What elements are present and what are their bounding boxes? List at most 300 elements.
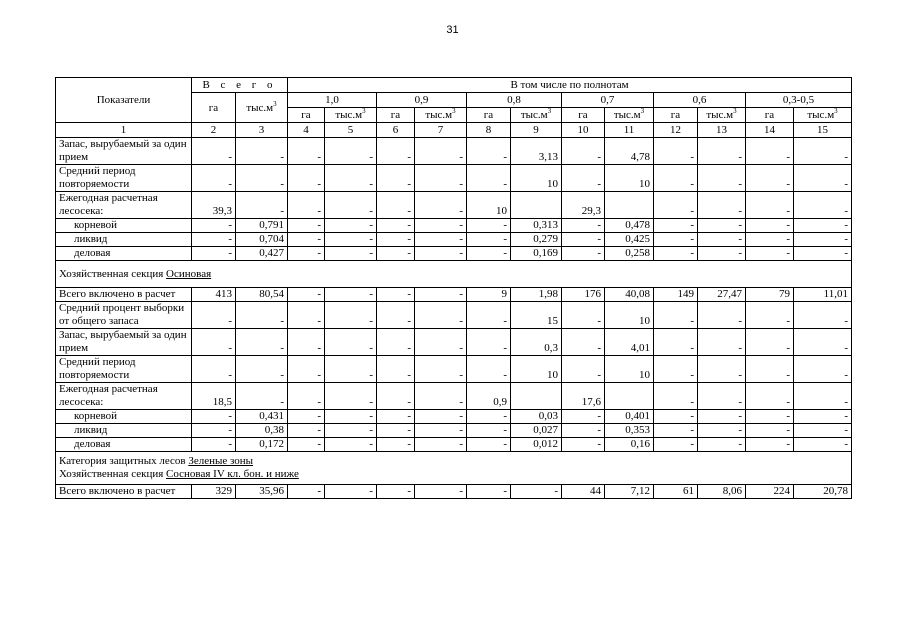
table-cell: - bbox=[467, 438, 511, 452]
row-label: ликвид bbox=[56, 233, 192, 247]
header-total: В с е г о bbox=[192, 78, 288, 93]
table-cell: - bbox=[654, 424, 698, 438]
table-cell: - bbox=[325, 485, 377, 499]
table-cell: - bbox=[288, 233, 325, 247]
table-cell: - bbox=[562, 247, 605, 261]
section-row bbox=[56, 261, 852, 288]
table-row bbox=[56, 485, 852, 499]
table-cell: 329 bbox=[192, 485, 236, 499]
table-cell: - bbox=[794, 383, 852, 410]
table-cell: - bbox=[377, 438, 415, 452]
table-cell: - bbox=[192, 233, 236, 247]
table-cell: 44 bbox=[562, 485, 605, 499]
unit-ha: га bbox=[467, 108, 511, 123]
table-row bbox=[56, 288, 852, 302]
table-cell: 413 bbox=[192, 288, 236, 302]
unit-ha: га bbox=[746, 108, 794, 123]
unit-text: тыс.м bbox=[807, 109, 835, 121]
section-line bbox=[59, 268, 848, 281]
column-number: 2 bbox=[192, 123, 236, 138]
table-cell: 79 bbox=[746, 288, 794, 302]
table-cell: 80,54 bbox=[236, 288, 288, 302]
table-cell: - bbox=[192, 410, 236, 424]
table-cell: - bbox=[794, 233, 852, 247]
row-label: Ежегодная расчетная лесосека: bbox=[56, 192, 192, 219]
table-cell: 8,06 bbox=[698, 485, 746, 499]
unit-exponent: 3 bbox=[640, 107, 645, 115]
table-cell: - bbox=[192, 138, 236, 165]
unit-volume bbox=[605, 108, 654, 123]
table-cell: - bbox=[325, 329, 377, 356]
header-density: 0,8 bbox=[467, 93, 562, 108]
table-cell: 3,13 bbox=[511, 138, 562, 165]
table-cell: 0,431 bbox=[236, 410, 288, 424]
table-cell: 15 bbox=[511, 302, 562, 329]
table-cell: - bbox=[654, 219, 698, 233]
table-cell: - bbox=[288, 192, 325, 219]
unit-ha: га bbox=[377, 108, 415, 123]
header-total-volume bbox=[236, 93, 288, 123]
table-cell: 10 bbox=[605, 356, 654, 383]
table-cell: - bbox=[377, 329, 415, 356]
unit-volume bbox=[698, 108, 746, 123]
table-cell: - bbox=[377, 302, 415, 329]
column-number: 12 bbox=[654, 123, 698, 138]
unit-ha: га bbox=[562, 108, 605, 123]
table-cell: - bbox=[698, 383, 746, 410]
table-cell: 0,3 bbox=[511, 329, 562, 356]
table-cell: - bbox=[325, 288, 377, 302]
table-cell: - bbox=[236, 165, 288, 192]
table-cell: 0,427 bbox=[236, 247, 288, 261]
table-cell: - bbox=[654, 329, 698, 356]
table-cell: - bbox=[415, 424, 467, 438]
table-cell: - bbox=[654, 410, 698, 424]
table-cell: - bbox=[467, 302, 511, 329]
table-row bbox=[56, 302, 852, 329]
table-cell: - bbox=[415, 233, 467, 247]
table-cell: 0,401 bbox=[605, 410, 654, 424]
column-number: 10 bbox=[562, 123, 605, 138]
table-cell: - bbox=[654, 138, 698, 165]
table-cell: - bbox=[325, 219, 377, 233]
table-cell: - bbox=[562, 424, 605, 438]
table-cell: - bbox=[698, 219, 746, 233]
row-label: деловая bbox=[56, 438, 192, 452]
table-cell: - bbox=[654, 192, 698, 219]
table-cell: - bbox=[288, 438, 325, 452]
table-row bbox=[56, 165, 852, 192]
section-title bbox=[56, 452, 852, 485]
table-cell: - bbox=[415, 410, 467, 424]
table-cell: 0,279 bbox=[511, 233, 562, 247]
table-cell: - bbox=[288, 302, 325, 329]
table-cell: - bbox=[192, 247, 236, 261]
table-cell: - bbox=[467, 138, 511, 165]
table-cell: 0,03 bbox=[511, 410, 562, 424]
column-number: 6 bbox=[377, 123, 415, 138]
table-cell: - bbox=[192, 424, 236, 438]
table-cell: - bbox=[746, 165, 794, 192]
unit-exponent: 3 bbox=[834, 107, 838, 115]
table-cell: - bbox=[288, 424, 325, 438]
table-cell: - bbox=[192, 219, 236, 233]
table-cell: - bbox=[746, 356, 794, 383]
table-row bbox=[56, 438, 852, 452]
table-cell: 7,12 bbox=[605, 485, 654, 499]
table-cell: - bbox=[288, 356, 325, 383]
table-cell: - bbox=[511, 485, 562, 499]
unit-text: тыс.м bbox=[613, 109, 641, 121]
column-numbers-row bbox=[56, 123, 852, 138]
table-cell: - bbox=[562, 410, 605, 424]
unit-volume bbox=[325, 108, 377, 123]
table-cell: 61 bbox=[654, 485, 698, 499]
section-name: Сосновая IV кл. бон. и ниже bbox=[166, 468, 299, 480]
section-line bbox=[59, 468, 848, 481]
table-cell: - bbox=[698, 424, 746, 438]
table-cell: - bbox=[288, 138, 325, 165]
table-cell: - bbox=[288, 383, 325, 410]
table-cell: - bbox=[698, 410, 746, 424]
column-number: 11 bbox=[605, 123, 654, 138]
column-number: 14 bbox=[746, 123, 794, 138]
unit-ha: га bbox=[288, 108, 325, 123]
section-name: Осиновая bbox=[166, 267, 212, 280]
table-cell: 29,3 bbox=[562, 192, 605, 219]
table-cell: - bbox=[746, 233, 794, 247]
table-cell: - bbox=[192, 329, 236, 356]
section-name: Зеленые зоны bbox=[188, 455, 254, 467]
table-cell: - bbox=[192, 356, 236, 383]
table-cell: 10 bbox=[467, 192, 511, 219]
column-number: 9 bbox=[511, 123, 562, 138]
table-cell: - bbox=[746, 138, 794, 165]
table-cell: 35,96 bbox=[236, 485, 288, 499]
table-cell: - bbox=[325, 165, 377, 192]
table-cell: - bbox=[236, 302, 288, 329]
row-label: деловая bbox=[56, 247, 192, 261]
table-cell: - bbox=[794, 356, 852, 383]
row-label: Запас, вырубаемый за один прием bbox=[56, 138, 192, 165]
table-cell: - bbox=[467, 410, 511, 424]
table-cell: - bbox=[377, 410, 415, 424]
table-cell: - bbox=[325, 383, 377, 410]
table-cell: - bbox=[236, 356, 288, 383]
column-number: 1 bbox=[56, 123, 192, 138]
row-label: Ежегодная расчетная лесосека: bbox=[56, 383, 192, 410]
table-cell: - bbox=[794, 438, 852, 452]
table-cell: - bbox=[794, 165, 852, 192]
row-label: Запас, вырубаемый за один прием bbox=[56, 329, 192, 356]
table-cell: - bbox=[698, 233, 746, 247]
table-cell: - bbox=[562, 138, 605, 165]
table-cell: - bbox=[288, 247, 325, 261]
table-cell: - bbox=[467, 219, 511, 233]
row-label: ликвид bbox=[56, 424, 192, 438]
table-cell: - bbox=[377, 219, 415, 233]
table-row bbox=[56, 424, 852, 438]
table-cell: - bbox=[415, 288, 467, 302]
table-cell: 9 bbox=[467, 288, 511, 302]
row-label: Средний процент выборки от общего запаса bbox=[56, 302, 192, 329]
table-cell: 0,172 bbox=[236, 438, 288, 452]
table-cell: - bbox=[698, 438, 746, 452]
table-cell: - bbox=[377, 424, 415, 438]
table-cell: - bbox=[794, 424, 852, 438]
table-cell: - bbox=[415, 356, 467, 383]
table-cell: - bbox=[467, 329, 511, 356]
table-cell bbox=[605, 383, 654, 410]
table-cell: - bbox=[794, 192, 852, 219]
table-cell: - bbox=[467, 424, 511, 438]
header-total-ha: га bbox=[192, 93, 236, 123]
table-cell: - bbox=[325, 247, 377, 261]
row-label: корневой bbox=[56, 410, 192, 424]
table-cell: - bbox=[654, 383, 698, 410]
table-cell: - bbox=[377, 383, 415, 410]
table-cell: - bbox=[415, 485, 467, 499]
table-cell bbox=[511, 192, 562, 219]
column-number: 8 bbox=[467, 123, 511, 138]
row-label: корневой bbox=[56, 219, 192, 233]
table-cell: - bbox=[746, 424, 794, 438]
table-cell: - bbox=[794, 219, 852, 233]
table-cell: - bbox=[415, 438, 467, 452]
table-cell: - bbox=[654, 165, 698, 192]
table-cell: 0,313 bbox=[511, 219, 562, 233]
table-row bbox=[56, 329, 852, 356]
table-row bbox=[56, 192, 852, 219]
table-cell: 10 bbox=[511, 356, 562, 383]
table-cell: - bbox=[236, 329, 288, 356]
table-cell: - bbox=[415, 383, 467, 410]
table-cell: 0,16 bbox=[605, 438, 654, 452]
unit-exponent: 3 bbox=[362, 107, 366, 115]
column-number: 5 bbox=[325, 123, 377, 138]
table-cell: - bbox=[236, 383, 288, 410]
header-density: 0,9 bbox=[377, 93, 467, 108]
table-cell: - bbox=[467, 165, 511, 192]
table-cell: - bbox=[746, 302, 794, 329]
table-cell: - bbox=[654, 356, 698, 383]
table-cell: - bbox=[377, 192, 415, 219]
table-cell: 10 bbox=[511, 165, 562, 192]
table-cell: 27,47 bbox=[698, 288, 746, 302]
table-cell: - bbox=[654, 233, 698, 247]
table-cell: 18,5 bbox=[192, 383, 236, 410]
table-cell: - bbox=[562, 356, 605, 383]
section-row bbox=[56, 452, 852, 485]
table-cell: - bbox=[325, 233, 377, 247]
table-cell: - bbox=[467, 356, 511, 383]
table-cell: 0,353 bbox=[605, 424, 654, 438]
unit-text: тыс.м bbox=[706, 109, 734, 121]
table-cell: 0,478 bbox=[605, 219, 654, 233]
column-number: 3 bbox=[236, 123, 288, 138]
table-cell: - bbox=[377, 138, 415, 165]
unit-exponent: 3 bbox=[733, 107, 737, 115]
table-cell: - bbox=[236, 192, 288, 219]
table-cell: - bbox=[562, 165, 605, 192]
table-cell: - bbox=[654, 438, 698, 452]
table-cell: - bbox=[192, 438, 236, 452]
table-cell: - bbox=[698, 356, 746, 383]
row-label: Всего включено в расчет bbox=[56, 485, 192, 499]
unit-text: тыс.м bbox=[246, 101, 274, 114]
table-cell bbox=[511, 383, 562, 410]
table-cell: - bbox=[746, 438, 794, 452]
table-cell: - bbox=[562, 302, 605, 329]
table-cell: - bbox=[288, 410, 325, 424]
table-cell: - bbox=[698, 192, 746, 219]
unit-exponent: 3 bbox=[547, 107, 552, 115]
table-cell: - bbox=[746, 383, 794, 410]
table-cell: - bbox=[746, 192, 794, 219]
table-cell: - bbox=[415, 192, 467, 219]
table-cell: - bbox=[377, 247, 415, 261]
table-row bbox=[56, 410, 852, 424]
table-cell: - bbox=[377, 356, 415, 383]
table-cell: 1,98 bbox=[511, 288, 562, 302]
section-prefix: Хозяйственная секция bbox=[59, 267, 167, 280]
table-cell: 176 bbox=[562, 288, 605, 302]
table-cell: - bbox=[325, 356, 377, 383]
table-cell: 0,258 bbox=[605, 247, 654, 261]
table-cell: - bbox=[236, 138, 288, 165]
header-indicators: Показатели bbox=[56, 78, 192, 123]
page-number: 31 bbox=[446, 24, 459, 36]
table-cell: - bbox=[415, 247, 467, 261]
table-cell: - bbox=[288, 329, 325, 356]
table-cell: - bbox=[698, 247, 746, 261]
table-cell: 10 bbox=[605, 165, 654, 192]
table-cell: 20,78 bbox=[794, 485, 852, 499]
table-cell: - bbox=[377, 233, 415, 247]
section-prefix: Хозяйственная секция bbox=[59, 468, 167, 480]
unit-volume bbox=[415, 108, 467, 123]
table-cell: - bbox=[325, 424, 377, 438]
table-cell: - bbox=[415, 219, 467, 233]
table-cell: - bbox=[288, 219, 325, 233]
row-label: Средний период повторяемости bbox=[56, 356, 192, 383]
table-cell: 17,6 bbox=[562, 383, 605, 410]
table-cell: 224 bbox=[746, 485, 794, 499]
table-cell: - bbox=[325, 302, 377, 329]
table-cell: 0,425 bbox=[605, 233, 654, 247]
unit-exponent: 3 bbox=[452, 107, 456, 115]
unit-text: тыс.м bbox=[335, 109, 363, 121]
column-number: 13 bbox=[698, 123, 746, 138]
table-body bbox=[56, 138, 852, 499]
table-cell: - bbox=[794, 138, 852, 165]
table-cell: 0,38 bbox=[236, 424, 288, 438]
table-cell: 0,9 bbox=[467, 383, 511, 410]
table-row bbox=[56, 356, 852, 383]
table-cell: 40,08 bbox=[605, 288, 654, 302]
section-line bbox=[59, 455, 848, 468]
table-cell: - bbox=[746, 329, 794, 356]
table-cell: 0,027 bbox=[511, 424, 562, 438]
table-cell: - bbox=[562, 233, 605, 247]
column-number: 15 bbox=[794, 123, 852, 138]
table-cell: 11,01 bbox=[794, 288, 852, 302]
header-density: 0,7 bbox=[562, 93, 654, 108]
table-cell: - bbox=[698, 138, 746, 165]
table-cell: - bbox=[415, 302, 467, 329]
table-cell: 0,012 bbox=[511, 438, 562, 452]
table-cell: - bbox=[794, 329, 852, 356]
table-cell: - bbox=[325, 138, 377, 165]
table-cell: 4,78 bbox=[605, 138, 654, 165]
table-cell: - bbox=[467, 247, 511, 261]
table-cell: 0,704 bbox=[236, 233, 288, 247]
unit-exponent: 3 bbox=[273, 99, 277, 108]
table-cell: 149 bbox=[654, 288, 698, 302]
header-density: 0,6 bbox=[654, 93, 746, 108]
table-cell: - bbox=[467, 485, 511, 499]
table-cell: - bbox=[562, 219, 605, 233]
table-row bbox=[56, 219, 852, 233]
table-cell: - bbox=[562, 329, 605, 356]
table-cell: - bbox=[377, 165, 415, 192]
table-cell: - bbox=[794, 410, 852, 424]
table-cell: - bbox=[698, 302, 746, 329]
table-row bbox=[56, 138, 852, 165]
table-cell: - bbox=[192, 165, 236, 192]
table-cell: - bbox=[325, 192, 377, 219]
table-cell: - bbox=[698, 165, 746, 192]
table-row bbox=[56, 233, 852, 247]
header-including: В том числе по полнотам bbox=[288, 78, 852, 93]
table-cell: - bbox=[325, 410, 377, 424]
table-cell: - bbox=[562, 438, 605, 452]
header-density: 1,0 bbox=[288, 93, 377, 108]
forest-indicators-table bbox=[55, 77, 852, 499]
table-cell: - bbox=[746, 410, 794, 424]
row-label: Всего включено в расчет bbox=[56, 288, 192, 302]
table-cell: - bbox=[746, 247, 794, 261]
unit-volume bbox=[511, 108, 562, 123]
section-prefix: Категория защитных лесов bbox=[59, 455, 189, 467]
table-cell: 39,3 bbox=[192, 192, 236, 219]
table-cell: - bbox=[377, 485, 415, 499]
table-row bbox=[56, 383, 852, 410]
header-density: 0,3-0,5 bbox=[746, 93, 852, 108]
table-cell: - bbox=[377, 288, 415, 302]
table-cell: - bbox=[467, 233, 511, 247]
table-cell: - bbox=[794, 247, 852, 261]
table-cell: - bbox=[288, 288, 325, 302]
table-cell: - bbox=[415, 165, 467, 192]
column-number: 4 bbox=[288, 123, 325, 138]
row-label: Средний период повторяемости bbox=[56, 165, 192, 192]
table-cell bbox=[605, 192, 654, 219]
table-cell: - bbox=[794, 302, 852, 329]
table-row bbox=[56, 247, 852, 261]
table-cell: - bbox=[192, 302, 236, 329]
table-cell: - bbox=[415, 329, 467, 356]
table-cell: - bbox=[415, 138, 467, 165]
table-cell: 4,01 bbox=[605, 329, 654, 356]
table-cell: 0,791 bbox=[236, 219, 288, 233]
unit-text: тыс.м bbox=[520, 109, 548, 121]
unit-volume bbox=[794, 108, 852, 123]
table-cell: - bbox=[288, 485, 325, 499]
table-cell: - bbox=[698, 329, 746, 356]
section-title bbox=[56, 261, 852, 288]
unit-text: тыс.м bbox=[425, 109, 453, 121]
